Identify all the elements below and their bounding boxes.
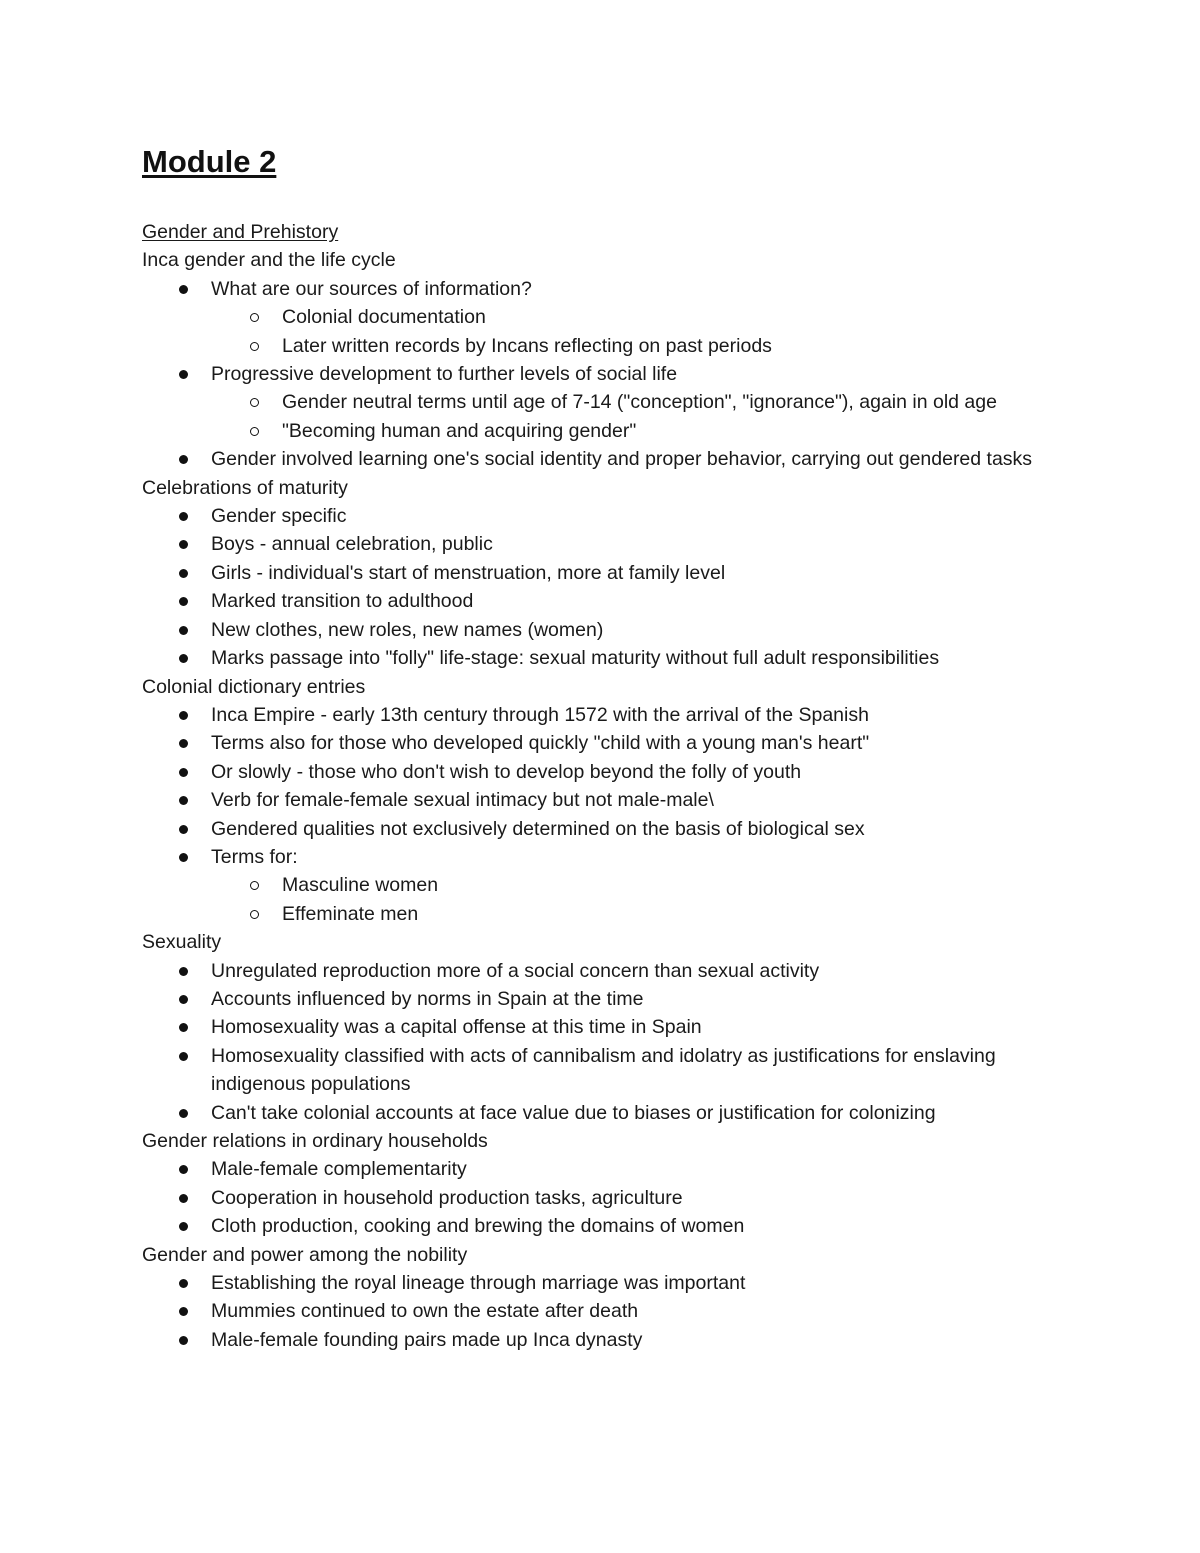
list-item [142, 729, 1062, 757]
list-item-text: Gender specific [211, 505, 347, 528]
section-subtitle: Gender and Prehistory [142, 221, 339, 243]
filled-bullet-icon [179, 512, 188, 521]
list-item-text: Or slowly - those who don't wish to develop beyond the folly of youth [211, 760, 802, 783]
list-item [142, 275, 1062, 360]
sub-bullet-list [142, 871, 1062, 928]
list-item [142, 616, 1062, 644]
list-item-text: Establishing the royal lineage through marriage was important [211, 1272, 746, 1295]
list-item [142, 530, 1062, 558]
bullet-list [142, 502, 1062, 672]
sub-list-item [211, 332, 1062, 360]
bullet-list [142, 1155, 1062, 1240]
list-item [142, 1326, 1062, 1354]
filled-bullet-icon [179, 1023, 188, 1032]
list-item-text: Male-female founding pairs made up Inca dynasty [211, 1328, 643, 1351]
list-item [142, 1155, 1062, 1183]
notes-body [142, 246, 1062, 1354]
hollow-bullet-icon [250, 427, 259, 436]
filled-bullet-icon [179, 711, 188, 720]
list-item [142, 445, 1062, 473]
list-item-text: Terms for: [211, 845, 298, 868]
list-item [142, 758, 1062, 786]
list-item-text: Terms also for those who developed quickly "child with a young man's heart" [211, 732, 870, 755]
notes-section [142, 673, 1062, 929]
list-item [142, 559, 1062, 587]
sub-list-item [211, 417, 1062, 445]
filled-bullet-icon [179, 626, 188, 635]
filled-bullet-icon [179, 285, 188, 294]
notes-section [142, 928, 1062, 1127]
list-item [142, 843, 1062, 928]
sub-bullet-list [142, 303, 1062, 360]
filled-bullet-icon [179, 967, 188, 976]
list-item [142, 786, 1062, 814]
notes-section [142, 1127, 1062, 1241]
list-item [142, 701, 1062, 729]
document-page [142, 140, 1062, 1354]
sub-list-item [211, 303, 1062, 331]
list-item [142, 1297, 1062, 1325]
list-item [142, 1184, 1062, 1212]
list-item [142, 1212, 1062, 1240]
hollow-bullet-icon [250, 398, 259, 407]
list-item-text: Cloth production, cooking and brewing the domains of women [211, 1215, 745, 1238]
sub-list-item-text: Colonial documentation [282, 306, 486, 329]
section-heading: Celebrations of maturity [142, 476, 348, 499]
bullet-list [142, 957, 1062, 1127]
sub-list-item-text: "Becoming human and acquiring gender" [282, 419, 637, 442]
filled-bullet-icon [179, 1165, 188, 1174]
filled-bullet-icon [179, 654, 188, 663]
list-item [142, 1269, 1062, 1297]
bullet-list [142, 701, 1062, 928]
filled-bullet-icon [179, 597, 188, 606]
list-item-text: Cooperation in household production tasks, agriculture [211, 1186, 683, 1209]
filled-bullet-icon [179, 1279, 188, 1288]
notes-section [142, 246, 1062, 473]
sub-list-item [211, 900, 1062, 928]
list-item [142, 1099, 1062, 1127]
list-item [142, 1013, 1062, 1041]
filled-bullet-icon [179, 995, 188, 1004]
list-item-text: Homosexuality classified with acts of cannibalism and idolatry as justifications for enslaving indigenous populations [211, 1044, 996, 1096]
list-item [142, 360, 1062, 445]
bullet-list [142, 275, 1062, 474]
list-item-text: Inca Empire - early 13th century through 1572 with the arrival of the Spanish [211, 703, 869, 726]
hollow-bullet-icon [250, 881, 259, 890]
list-item-text: Verb for female-female sexual intimacy but not male-male\ [211, 789, 714, 812]
filled-bullet-icon [179, 1194, 188, 1203]
sub-list-item-text: Masculine women [282, 874, 439, 897]
list-item [142, 587, 1062, 615]
list-item-text: Can't take colonial accounts at face value due to biases or justification for colonizing [211, 1101, 936, 1124]
list-item-text: Gendered qualities not exclusively determined on the basis of biological sex [211, 817, 865, 840]
hollow-bullet-icon [250, 910, 259, 919]
sub-list-item-text: Gender neutral terms until age of 7-14 ("conception", "ignorance"), again in old age [282, 391, 997, 414]
title-spacer [142, 184, 1062, 218]
list-item-text: Accounts influenced by norms in Spain at the time [211, 987, 644, 1010]
hollow-bullet-icon [250, 313, 259, 322]
list-item-text: Male-female complementarity [211, 1158, 467, 1181]
list-item-text: Marks passage into "folly" life-stage: sexual maturity without full adult responsibilities [211, 647, 940, 670]
section-heading: Gender relations in ordinary households [142, 1130, 488, 1152]
list-item-text: Girls - individual's start of menstruation, more at family level [211, 561, 726, 584]
section-heading: Colonial dictionary entries [142, 675, 366, 698]
filled-bullet-icon [179, 739, 188, 748]
bullet-list [142, 1269, 1062, 1354]
list-item-text: Unregulated reproduction more of a social concern than sexual activity [211, 959, 820, 982]
list-item [142, 502, 1062, 530]
filled-bullet-icon [179, 455, 188, 464]
sub-bullet-list [142, 388, 1062, 445]
filled-bullet-icon [179, 1336, 188, 1345]
list-item-text: Homosexuality was a capital offense at this time in Spain [211, 1016, 702, 1039]
filled-bullet-icon [179, 540, 188, 549]
filled-bullet-icon [179, 569, 188, 578]
section-heading: Gender and power among the nobility [142, 1243, 468, 1266]
sub-list-item [211, 388, 1062, 416]
section-heading: Inca gender and the life cycle [142, 249, 396, 272]
filled-bullet-icon [179, 853, 188, 862]
list-item [142, 985, 1062, 1013]
sub-list-item [211, 871, 1062, 899]
filled-bullet-icon [179, 1222, 188, 1231]
list-item-text: Progressive development to further levels of social life [211, 363, 678, 386]
notes-section [142, 474, 1062, 673]
page-title: Module 2 [142, 144, 277, 179]
filled-bullet-icon [179, 1109, 188, 1118]
hollow-bullet-icon [250, 342, 259, 351]
sub-list-item-text: Later written records by Incans reflecting on past periods [282, 334, 772, 357]
list-item [142, 644, 1062, 672]
list-item-text: Mummies continued to own the estate after death [211, 1300, 639, 1323]
list-item-text: What are our sources of information? [211, 277, 532, 300]
section-heading: Sexuality [142, 931, 222, 954]
list-item-text: Gender involved learning one's social identity and proper behavior, carrying out gendered tasks [211, 448, 1033, 471]
sub-list-item-text: Effeminate men [282, 902, 419, 925]
list-item [142, 1042, 1062, 1099]
filled-bullet-icon [179, 1052, 188, 1061]
list-item-text: Boys - annual celebration, public [211, 533, 493, 556]
list-item-text: New clothes, new roles, new names (women) [211, 618, 604, 641]
filled-bullet-icon [179, 825, 188, 834]
filled-bullet-icon [179, 1307, 188, 1316]
list-item [142, 957, 1062, 985]
list-item-text: Marked transition to adulthood [211, 590, 474, 613]
filled-bullet-icon [179, 768, 188, 777]
filled-bullet-icon [179, 796, 188, 805]
notes-section [142, 1241, 1062, 1355]
filled-bullet-icon [179, 370, 188, 379]
list-item [142, 815, 1062, 843]
